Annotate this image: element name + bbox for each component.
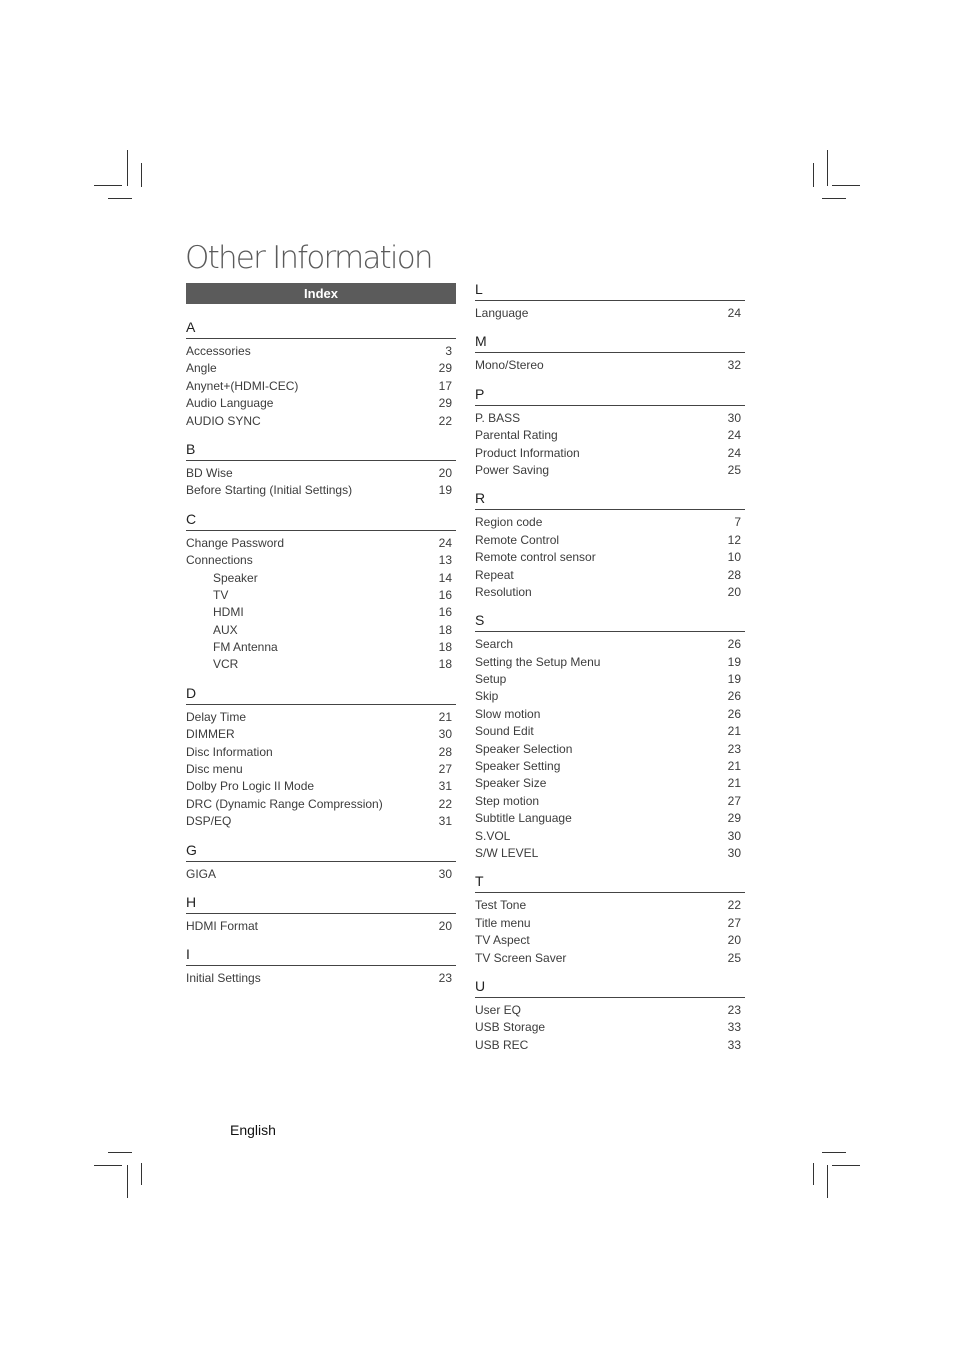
index-entry-label: TV: [213, 587, 229, 602]
index-entry: [475, 932, 745, 949]
index-entry-label: FM Antenna: [213, 640, 278, 655]
index-entry-page: 24: [727, 306, 741, 320]
index-entry-label: Test Tone: [475, 898, 527, 913]
crop-mark: [127, 1165, 128, 1198]
index-entry: [475, 950, 745, 967]
index-entry-label: BD Wise: [186, 465, 233, 480]
index-entry-page: 25: [727, 462, 741, 477]
index-entry-list: [186, 914, 456, 935]
page-title: Other Information: [185, 240, 432, 276]
index-entry: [475, 357, 745, 374]
index-letter-heading: H: [186, 893, 456, 914]
index-entry-label: Connections: [186, 553, 253, 568]
crop-mark: [141, 163, 142, 187]
index-entry-page: 19: [438, 483, 452, 498]
index-entry: [475, 671, 745, 688]
index-letter-heading: G: [186, 841, 456, 862]
index-entry-page: 26: [727, 706, 741, 721]
index-entry-list: [475, 406, 745, 480]
index-letter-heading: L: [475, 280, 745, 301]
index-entry: [475, 1019, 745, 1036]
index-entry-page: 25: [727, 950, 741, 965]
index-entry-list: [186, 461, 456, 500]
index-entry-page: 22: [438, 413, 452, 428]
crop-mark: [832, 185, 860, 186]
index-header-bar: Index: [186, 283, 456, 304]
index-section: [186, 684, 456, 831]
index-entry-page: 28: [727, 567, 741, 582]
index-entry-label: User EQ: [475, 1002, 522, 1017]
index-entry-page: 28: [438, 744, 452, 759]
index-entry-page: 22: [438, 796, 452, 811]
index-entry: [186, 604, 456, 621]
index-section: [186, 841, 456, 883]
index-entry-label: Speaker Setting: [475, 759, 561, 774]
index-entry-label: Speaker Selection: [475, 741, 573, 756]
index-entry: [186, 413, 456, 430]
index-entry-list: [186, 862, 456, 883]
index-entry: [475, 549, 745, 566]
index-entry: [475, 741, 745, 758]
index-entry-list: [475, 632, 745, 862]
index-entry-label: AUX: [213, 622, 238, 637]
footer-language: English: [230, 1122, 276, 1138]
index-entry-label: HDMI Format: [186, 918, 258, 933]
index-entry: [186, 395, 456, 412]
index-section: [186, 510, 456, 674]
index-entry-label: USB Storage: [475, 1020, 546, 1035]
index-entry-label: Title menu: [475, 915, 531, 930]
index-entry: [475, 636, 745, 653]
index-entry-label: Speaker Size: [475, 776, 547, 791]
index-entry-label: Subtitle Language: [475, 811, 572, 826]
index-entry-page: 16: [438, 587, 452, 602]
index-section: [475, 332, 745, 374]
index-entry-page: 19: [727, 654, 741, 669]
crop-mark: [108, 1152, 132, 1153]
index-entry-page: 7: [734, 515, 741, 530]
index-entry: [475, 1037, 745, 1054]
index-entry-page: 30: [438, 727, 452, 742]
index-letter-heading: P: [475, 385, 745, 406]
index-entry: [475, 706, 745, 723]
index-entry: [186, 343, 456, 360]
index-entry-list: [475, 353, 745, 374]
index-entry-label: Product Information: [475, 445, 580, 460]
index-entry-label: Setup: [475, 672, 507, 687]
index-entry-label: Parental Rating: [475, 428, 558, 443]
index-entry-page: 23: [727, 741, 741, 756]
index-entry: [475, 445, 745, 462]
index-entry-page: 23: [438, 971, 452, 986]
index-entry-page: 21: [727, 776, 741, 791]
index-entry-label: Disc Information: [186, 744, 273, 759]
index-entry: [475, 514, 745, 531]
index-entry: [475, 828, 745, 845]
index-entry: [186, 726, 456, 743]
crop-mark: [108, 198, 132, 199]
index-entry-page: 21: [438, 709, 452, 724]
index-entry-label: Audio Language: [186, 396, 274, 411]
index-entry-label: Initial Settings: [186, 971, 261, 986]
index-entry: [186, 570, 456, 587]
index-entry-label: DSP/EQ: [186, 814, 232, 829]
crop-mark: [141, 1163, 142, 1185]
crop-mark: [827, 1165, 828, 1198]
index-entry-label: Repeat: [475, 567, 514, 582]
crop-mark: [813, 163, 814, 187]
index-entry-page: 13: [438, 553, 452, 568]
index-entry: [475, 654, 745, 671]
crop-mark: [827, 150, 828, 186]
crop-mark: [832, 1165, 860, 1166]
index-entry: [186, 465, 456, 482]
index-entry-label: GIGA: [186, 866, 217, 881]
index-entry: [475, 793, 745, 810]
index-letter-heading: D: [186, 684, 456, 705]
index-entry-page: 33: [727, 1037, 741, 1052]
index-entry: [186, 656, 456, 673]
index-entry-page: 20: [727, 933, 741, 948]
index-entry: [475, 845, 745, 862]
index-entry: [475, 775, 745, 792]
index-entry-page: 30: [438, 866, 452, 881]
index-entry: [475, 427, 745, 444]
index-section: [475, 872, 745, 967]
index-entry-page: 27: [727, 793, 741, 808]
index-entry-label: USB REC: [475, 1037, 529, 1052]
index-entry: [186, 813, 456, 830]
index-entry: [475, 688, 745, 705]
index-letter-heading: U: [475, 977, 745, 998]
index-entry: [186, 378, 456, 395]
index-entry-page: 12: [727, 532, 741, 547]
index-entry-list: [186, 705, 456, 831]
crop-mark: [822, 198, 846, 199]
index-entry-label: Setting the Setup Menu: [475, 654, 601, 669]
index-entry-label: Anynet+(HDMI-CEC): [186, 378, 299, 393]
index-section: [475, 489, 745, 601]
index-section: [475, 385, 745, 480]
index-entry-label: Slow motion: [475, 706, 541, 721]
index-entry-label: S/W LEVEL: [475, 845, 539, 860]
index-entry-list: [186, 966, 456, 987]
index-entry: [186, 761, 456, 778]
index-entry-page: 21: [727, 759, 741, 774]
index-entry-label: Accessories: [186, 344, 251, 358]
index-letter-heading: S: [475, 611, 745, 632]
index-entry-label: Mono/Stereo: [475, 358, 544, 373]
index-entry-label: Power Saving: [475, 462, 550, 477]
crop-mark: [822, 1152, 846, 1153]
crop-mark: [127, 150, 128, 186]
index-entry-page: 24: [438, 535, 452, 550]
index-entry-list: [186, 531, 456, 674]
index-entry: [186, 866, 456, 883]
index-entry-page: 20: [727, 584, 741, 599]
index-column-right: [475, 280, 745, 1064]
index-letter-heading: B: [186, 440, 456, 461]
index-entry-page: 32: [727, 358, 741, 373]
index-section: [475, 977, 745, 1054]
index-entry-label: TV Aspect: [475, 933, 530, 948]
index-letter-heading: I: [186, 945, 456, 966]
index-entry-page: 20: [438, 918, 452, 933]
index-entry-list: [475, 893, 745, 967]
index-entry-label: Speaker: [213, 570, 258, 585]
index-entry-page: 21: [727, 724, 741, 739]
index-entry-label: Dolby Pro Logic II Mode: [186, 779, 315, 794]
index-section: [186, 440, 456, 500]
index-entry-label: Language: [475, 306, 529, 320]
index-entry-label: Region code: [475, 515, 543, 530]
index-column-left: [186, 318, 456, 998]
index-section: [186, 893, 456, 935]
index-entry-page: 30: [727, 845, 741, 860]
index-entry: [186, 918, 456, 935]
index-entry-page: 14: [438, 570, 452, 585]
index-entry: [475, 462, 745, 479]
index-entry: [186, 482, 456, 499]
index-entry: [186, 360, 456, 377]
index-entry-label: DIMMER: [186, 727, 235, 742]
index-entry-page: 19: [727, 672, 741, 687]
index-entry-page: 3: [445, 344, 452, 358]
index-entry-label: Search: [475, 637, 514, 652]
index-entry-label: Remote control sensor: [475, 550, 596, 565]
index-letter-heading: T: [475, 872, 745, 893]
index-entry: [475, 810, 745, 827]
index-entry-label: Sound Edit: [475, 724, 534, 739]
index-entry-page: 24: [727, 428, 741, 443]
index-entry: [186, 744, 456, 761]
index-entry-page: 20: [438, 465, 452, 480]
index-entry-label: Disc menu: [186, 762, 243, 777]
index-entry: [186, 622, 456, 639]
index-entry-page: 27: [727, 915, 741, 930]
index-entry-page: 29: [727, 811, 741, 826]
index-entry: [475, 305, 745, 322]
index-entry-label: Step motion: [475, 793, 540, 808]
index-entry-page: 31: [438, 814, 452, 829]
index-letter-heading: C: [186, 510, 456, 531]
index-entry-page: 17: [438, 378, 452, 393]
index-entry-label: S.VOL: [475, 828, 511, 843]
index-entry: [475, 1002, 745, 1019]
index-letter-heading: R: [475, 489, 745, 510]
index-entry-label: HDMI: [213, 605, 244, 620]
index-letter-heading: M: [475, 332, 745, 353]
index-entry-page: 24: [727, 445, 741, 460]
index-entry-page: 26: [727, 689, 741, 704]
index-entry-label: Resolution: [475, 584, 532, 599]
index-entry: [475, 723, 745, 740]
index-entry: [186, 587, 456, 604]
crop-mark: [94, 185, 122, 186]
index-entry-page: 22: [727, 898, 741, 913]
index-entry-list: [475, 510, 745, 601]
index-entry-label: AUDIO SYNC: [186, 413, 261, 428]
index-entry-page: 29: [438, 361, 452, 376]
index-entry: [475, 410, 745, 427]
index-entry-label: Angle: [186, 361, 217, 376]
index-entry: [186, 535, 456, 552]
crop-mark: [813, 1163, 814, 1185]
index-entry: [475, 897, 745, 914]
index-entry-page: 30: [727, 410, 741, 425]
index-entry: [186, 639, 456, 656]
index-entry: [186, 552, 456, 569]
index-entry-page: 26: [727, 637, 741, 652]
index-entry-page: 16: [438, 605, 452, 620]
index-entry: [475, 584, 745, 601]
index-entry-list: [186, 339, 456, 430]
index-entry: [186, 778, 456, 795]
index-entry-label: P. BASS: [475, 410, 521, 425]
crop-mark: [94, 1165, 122, 1166]
index-entry-label: TV Screen Saver: [475, 950, 567, 965]
index-entry: [186, 709, 456, 726]
index-entry: [475, 532, 745, 549]
index-entry-label: Remote Control: [475, 532, 560, 547]
index-entry-label: DRC (Dynamic Range Compression): [186, 796, 383, 811]
index-entry-page: 10: [727, 550, 741, 565]
index-entry: [475, 915, 745, 932]
index-entry: [186, 796, 456, 813]
index-section: [186, 318, 456, 430]
index-entry-page: 33: [727, 1020, 741, 1035]
index-entry-list: [475, 301, 745, 322]
index-entry-page: 29: [438, 396, 452, 411]
index-entry-page: 18: [438, 640, 452, 655]
index-letter-heading: A: [186, 318, 456, 339]
index-entry-label: Change Password: [186, 535, 285, 550]
index-entry: [186, 970, 456, 987]
index-entry: [475, 567, 745, 584]
index-section: [475, 280, 745, 322]
index-entry-page: 31: [438, 779, 452, 794]
index-entry-label: Skip: [475, 689, 499, 704]
index-entry-label: Before Starting (Initial Settings): [186, 483, 353, 498]
index-entry-label: Delay Time: [186, 709, 247, 724]
index-entry-page: 23: [727, 1002, 741, 1017]
index-entry-page: 18: [438, 657, 452, 672]
index-section: [475, 611, 745, 862]
index-entry-page: 30: [727, 828, 741, 843]
index-entry-label: VCR: [213, 657, 239, 672]
index-entry-page: 27: [438, 762, 452, 777]
index-entry-page: 18: [438, 622, 452, 637]
index-section: [186, 945, 456, 987]
index-entry: [475, 758, 745, 775]
index-entry-list: [475, 998, 745, 1054]
